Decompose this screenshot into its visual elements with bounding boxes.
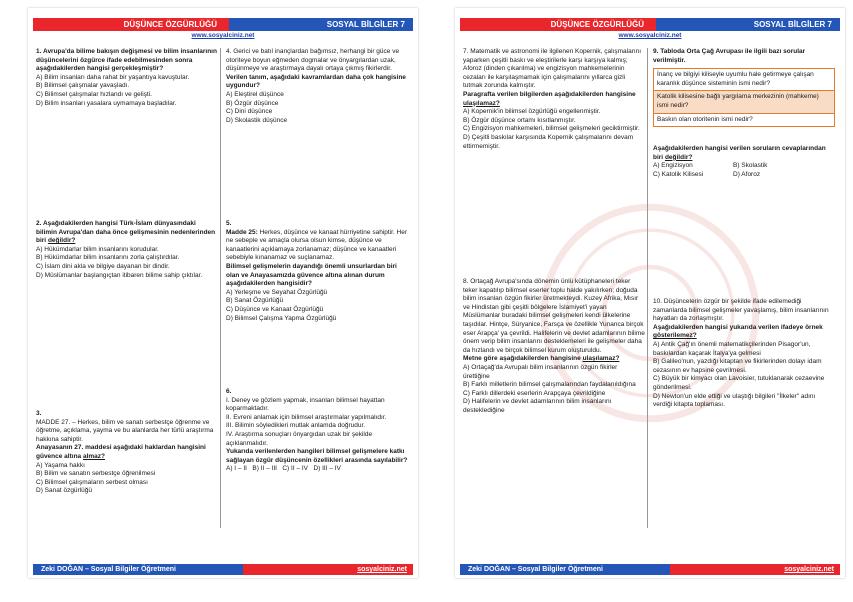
option: B) Farklı milletlerin bilimsel çalışmalarından faydalanıldığına bbox=[463, 381, 636, 389]
table-row: Katolik kilisesine bağlı yargılama merkezinin (mahkeme) ismi nedir? bbox=[654, 91, 834, 113]
footer-link[interactable]: sosyalciniz.net bbox=[670, 564, 840, 575]
option: D) Bilimsel Çalışma Yapma Özgürlüğü bbox=[226, 314, 337, 322]
option: A) Engizisyon bbox=[653, 162, 693, 170]
question-stem: Verilen tanım, aşağıdaki kavramlardan daha çok hangisine uygundur? bbox=[226, 73, 406, 90]
option: B) Skolastik bbox=[733, 162, 768, 170]
question-8 bbox=[463, 278, 645, 416]
question-text: 10. Düşüncelerin özgür bir şekilde ifade edilemediği zamanlarda bilimsel gelişmeler yavaşlamış, bilim insanlarının hayatları da zorlaşmıştır. bbox=[653, 298, 829, 323]
option: A) Yerleşme ve Seyahat Özgürlüğü bbox=[226, 288, 328, 296]
option: C) Bilimsel çalışmaların serbest olması bbox=[36, 478, 148, 486]
site-link[interactable]: www.sosyalciniz.net bbox=[191, 32, 255, 39]
options-grid bbox=[653, 162, 835, 179]
column-divider bbox=[220, 48, 221, 528]
option: C) İslam dini akla ve bilgiye dayanan bir dindir. bbox=[36, 262, 170, 270]
question-stem: 1. Avrupa'da bilime bakışın değişmesi ve bilim insanlarının düşüncelerini özgürce ifade edebilmesinden sonra aşağıdakilerden hangisi gerçekleşmiştir? bbox=[36, 48, 217, 73]
question-number: 6. bbox=[226, 388, 232, 395]
header-subject: SOSYAL BİLGİLER 7 bbox=[229, 18, 413, 31]
option: A) Bilim insanları daha rahat bir yaşantıya kavuştular. bbox=[36, 73, 190, 81]
question-7 bbox=[463, 48, 645, 151]
header-subject: SOSYAL BİLGİLER 7 bbox=[656, 18, 840, 31]
question-text: 8. Ortaçağ Avrupa'sında dönemin ünlü kütüphaneleri teker teker kapatılıp bilimsel eserler toplu halde yakılırken; doğuda bilim insanları özgün fikirler üretmekteydi. Kuzey Afrika, Mısır ve Hindistan gibi çeşitli bölgelere İslamiyet'i yayan Müslümanlar buradaki bilimsel gelişmeleri kendi ülkelerine taşıdılar. Hintçe, Süryanice, Farsça ve özellikle Yunanca birçok eser Arapça' ya çevrildi. Halifelerin ve devlet adamlarının bilime önem verip bilim insanlarını desteklemeleri ile gelişmeler daha da hızlandı ve birçok bilimsel kurum oluşturuldu. bbox=[463, 278, 645, 354]
option: B) Hükümdarlar bilim insanlarını zorla çalıştırdılar. bbox=[36, 254, 180, 262]
header-topic: DÜŞÜNCE ÖZGÜRLÜĞÜ bbox=[33, 18, 229, 31]
negation-word: değildir? bbox=[47, 237, 76, 245]
option: B) Özgür düşünce ortamı kısıtlanmıştır. bbox=[463, 116, 576, 124]
option: B) Bilim ve sanatın serbestçe öğrenilmesi bbox=[36, 470, 156, 478]
question-text: 7. Matematik ve astronomi ile ilgilenen Kopernik, çalışmalarını yaparken çeşitli baskı ve eleştirilerle karşı karşıya kalmış; Aforoz (dinden çıkarılma) ve engizisyon mahkemelerinin cezaları ile karşılaşmamak için çalışmalarını yıllarca gizli tutmak zorunda kalmıştır. bbox=[463, 48, 642, 90]
option: A) Antik Çağ'ın önemli matematikçilerinden Pisagor'un, baskılardan kaçarak İtalya'ya gelmesi bbox=[653, 340, 811, 357]
question-stem: 2. Aşağıdakilerden hangisi Türk-İslam dünyasındaki bilimin Avrupa'dan daha önce gelişmesinin nedenlerinden biri değildir? bbox=[36, 220, 216, 245]
negation-word: ulaşılamaz? bbox=[463, 99, 500, 107]
question-text: Madde 25: Herkes, düşünce ve kanaat hürriyetine sahiptir. Her ne sebeple ve amaçla olursa olsun kimse, düşünce ve kanaatlerini açıklamaya zorlanamaz; düşünce ve kanaatleri sebebiyle kınanamaz ve suçlanamaz. bbox=[226, 228, 408, 262]
option: C) Engizisyon mahkemeleri, bilimsel gelişmeleri geciktirmiştir. bbox=[463, 125, 640, 133]
option: C) Katolik Kilisesi bbox=[653, 170, 704, 178]
question-4 bbox=[226, 48, 408, 125]
statement: III. Bilimin söyledikleri mutlak anlamda doğrudur. bbox=[226, 422, 366, 430]
option: C) Büyük bir kimyacı olan Lavoisier, tutuklanarak cezaevine gönderilmesi. bbox=[653, 375, 825, 391]
option: D) Sanat özgürlüğü bbox=[36, 487, 93, 495]
option: D) Çeşitli baskılar karşısında Kopernik çalışmalarını devam ettirmemiştir. bbox=[463, 133, 634, 150]
question-text: 4. Gerici ve batıl inançlardan bağımsız, herhangi bir güce ve otoriteye boyun eğmeden dogmalar ve önyargılardan uzak, düşünmeye ve araştırmaya dayalı ortaya çıkmış fikirlerdir. bbox=[226, 48, 400, 73]
negation-word: gösterilemez? bbox=[653, 332, 697, 340]
question-stem: Yukarıda verilenlerden hangileri bilimsel gelişmelere katkı sağlayan özgür düşüncenin özellikleri arasında sayılabilir? bbox=[226, 448, 408, 464]
question-stem: Anayasanın 27. maddesi aşağıdaki haklardan hangisini güvence altına almaz? bbox=[36, 444, 206, 460]
page-footer bbox=[460, 564, 840, 575]
option: A) I – II bbox=[226, 465, 247, 473]
page-header bbox=[33, 18, 413, 31]
question-3 bbox=[36, 410, 218, 496]
option: A) Yaşama hakkı bbox=[36, 461, 85, 469]
option: B) Bilimsel çalışmalar yavaşladı. bbox=[36, 82, 130, 90]
option: C) Dini düşünce bbox=[226, 108, 273, 116]
option: B) Özgür düşünce bbox=[226, 99, 279, 107]
question-stem: Metne göre aşağıdakilerden hangisine ulaşılamaz? bbox=[463, 355, 620, 363]
table-row: Baskın olan otoritenin ismi nedir? bbox=[657, 115, 753, 123]
question-10 bbox=[653, 298, 835, 410]
column-divider bbox=[647, 48, 648, 528]
option: C) Düşünce ve Kanaat Özgürlüğü bbox=[226, 305, 324, 313]
page-footer bbox=[33, 564, 413, 575]
option: B) Sanat Özgürlüğü bbox=[226, 297, 284, 305]
option: A) Kopernik'in bilimsel özgürlüğü engellenmiştir. bbox=[463, 108, 601, 116]
column-1 bbox=[36, 48, 218, 528]
option: D) III – IV bbox=[313, 465, 341, 473]
page-right bbox=[455, 8, 845, 578]
option: A) Ortaçağ'da Avrupalı bilim insanlarının özgün fikirler ürettiğine bbox=[463, 363, 618, 380]
footer-author: Zeki DOĞAN – Sosyal Bilgiler Öğretmeni bbox=[460, 564, 670, 575]
table-row: İnanç ve bilgiyi kiliseyle uyumlu hale getirmeye çalışan karanlık düşünce sisteminin ismi nedir? bbox=[654, 69, 834, 91]
option: A) Hükümdarlar bilim insanlarını korudular. bbox=[36, 245, 159, 253]
statement: IV. Araştırma sonuçları önyargıdan uzak bir şekilde açıklanmalıdır. bbox=[226, 430, 373, 447]
negation-word: ulaşılamaz? bbox=[582, 355, 620, 363]
question-stem: Aşağıdakilerden hangisi verilen soruların cevaplarından biri değildir? bbox=[653, 145, 826, 161]
option: D) Aforoz bbox=[733, 170, 761, 178]
option: C) Farklı dillerdeki eserlerin Arapçaya çevrildiğine bbox=[463, 389, 606, 397]
column-2 bbox=[653, 48, 835, 528]
option: D) Skolastik düşünce bbox=[226, 116, 288, 124]
question-1 bbox=[36, 48, 218, 108]
footer-author: Zeki DOĞAN – Sosyal Bilgiler Öğretmeni bbox=[33, 564, 243, 575]
option: D) Bilim insanları yasalara uymamaya başladılar. bbox=[36, 99, 177, 107]
question-number: 5. bbox=[226, 220, 232, 227]
option: D) Müslümanlar başlangıçtan itibaren bilime sahip çıktılar. bbox=[36, 271, 203, 279]
page-left bbox=[28, 8, 418, 578]
question-number: 3. bbox=[36, 410, 42, 417]
statement: II. Evreni anlamak için bilimsel araştırmalar yapılmalıdır. bbox=[226, 413, 387, 421]
question-table bbox=[653, 68, 835, 127]
question-stem: 9. Tabloda Orta Çağ Avrupası ile ilgili bazı sorular verilmiştir. bbox=[653, 48, 806, 64]
site-link[interactable]: www.sosyalciniz.net bbox=[618, 32, 682, 39]
option: C) Bilimsel çalışmalar hızlandı ve gelişti. bbox=[36, 90, 152, 98]
negation-word: almaz? bbox=[82, 452, 106, 460]
question-9 bbox=[653, 48, 835, 180]
header-topic: DÜŞÜNCE ÖZGÜRLÜĞÜ bbox=[460, 18, 656, 31]
option: D) Newton'un elde ettiği ve ulaştığı bilgileri "İlkeler" adını verdiği kitapta toplaması. bbox=[653, 392, 816, 409]
options-row bbox=[226, 465, 408, 474]
option: D) Halifelerin ve devlet adamlarının bilim insanlarını desteklediğine bbox=[463, 398, 612, 414]
footer-link[interactable]: sosyalciniz.net bbox=[243, 564, 413, 575]
column-2 bbox=[226, 48, 408, 528]
question-stem: Paragrafta verilen bilgilerden aşağıdakilerden hangisine ulaşılamaz? bbox=[463, 90, 636, 107]
column-1 bbox=[463, 48, 645, 528]
question-stem: Bilimsel gelişmelerin dayandığı önemli unsurlardan biri olan ve Anayasamızda güvence altına alınan durum aşağıdakilerden hangisidir? bbox=[226, 262, 397, 288]
page-header bbox=[460, 18, 840, 31]
statement: I. Deney ve gözlem yapmak, insanları bilimsel hayattan koparmaktadır. bbox=[226, 396, 385, 413]
negation-word: değildir? bbox=[664, 153, 693, 161]
option: C) II – IV bbox=[282, 465, 309, 473]
question-5 bbox=[226, 220, 408, 323]
question-6 bbox=[226, 388, 408, 474]
option: B) Galileo'nun, yazdığı kitaptan ve fikirlerinden dolayı idam cezasının ev hapsine çevrilmesi. bbox=[653, 358, 822, 374]
option: A) Eleştirel düşünce bbox=[226, 90, 284, 98]
question-text: MADDE 27. – Herkes, bilim ve sanatı serbestçe öğrenme ve öğretme, açıklama, yayma ve bu alanlarda her türlü araştırma hakkına sahiptir. bbox=[36, 418, 214, 443]
option: B) II – III bbox=[252, 465, 277, 473]
question-stem: Aşağıdakilerden hangisi yukarıda verilen ifadeye örnek gösterilemez? bbox=[653, 323, 823, 340]
question-2 bbox=[36, 220, 218, 280]
